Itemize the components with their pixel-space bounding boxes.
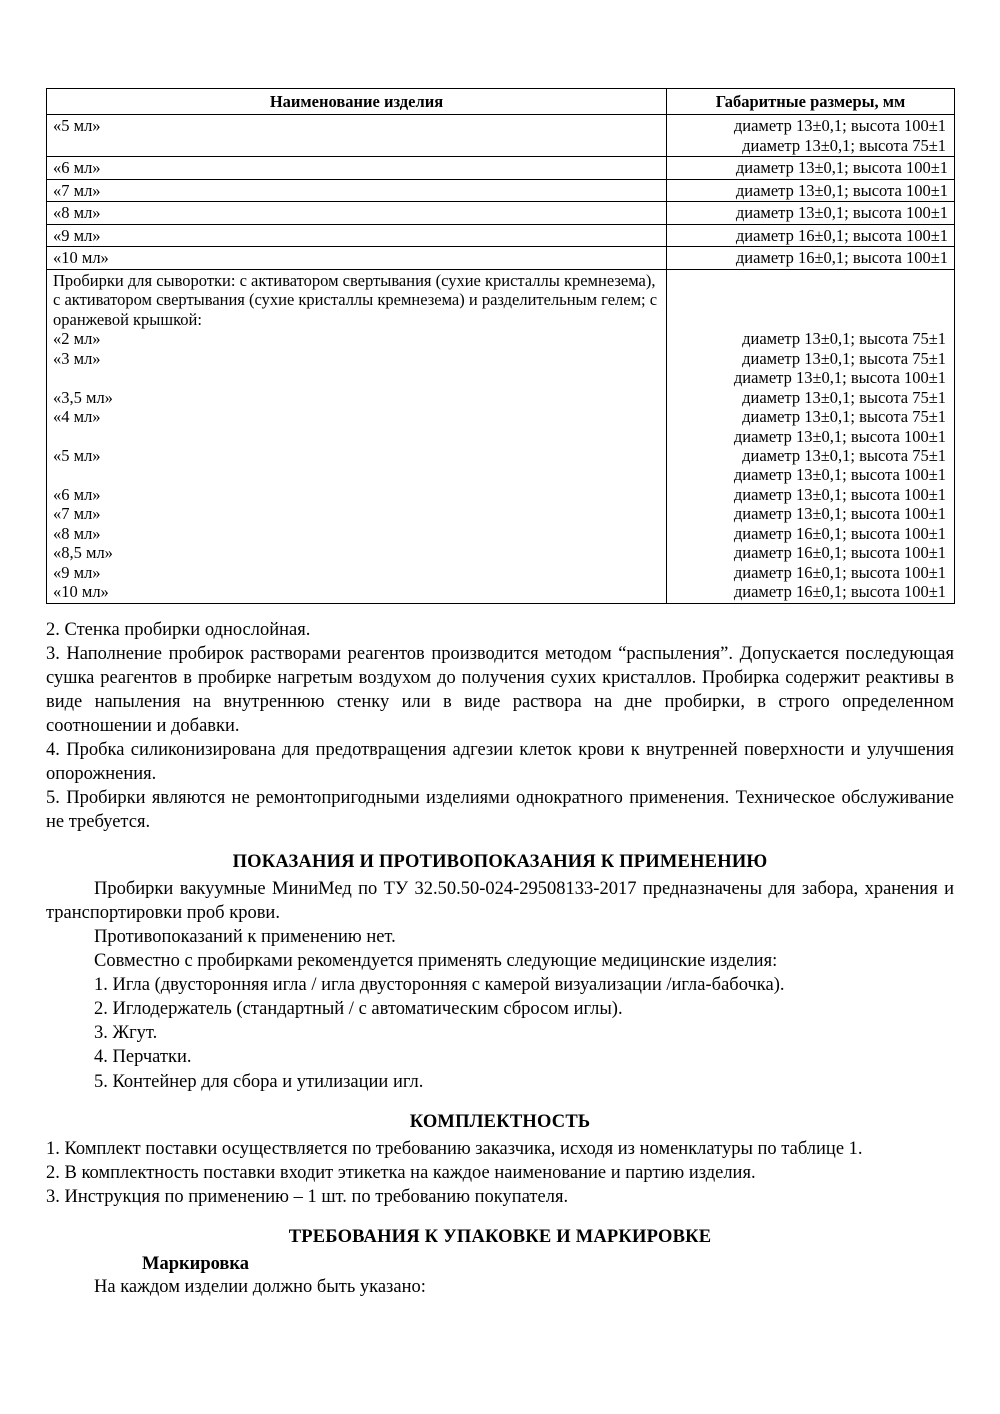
group-item-name: «6 мл» bbox=[53, 484, 101, 504]
cell-product-name: «10 мл» bbox=[47, 247, 667, 269]
dimension-spacer bbox=[673, 310, 948, 329]
completeness-list-item: 3. Инструкция по применению – 1 шт. по требованию покупателя. bbox=[46, 1186, 569, 1207]
specification-table bbox=[46, 88, 955, 604]
group-item-name: «10 мл» bbox=[53, 582, 109, 602]
cell-product-name: «7 мл» bbox=[47, 179, 667, 201]
dimension-line: диаметр 16±0,1; высота 100±1 bbox=[733, 543, 946, 563]
dimension-line: диаметр 16±0,1; высота 100±1 bbox=[733, 562, 946, 582]
group-item-name: «8,5 мл» bbox=[53, 543, 113, 563]
paragraph-3: 3. Наполнение пробирок растворами реагентов производится методом “распыления”. Допускается последующая сушка реагентов в пробирке нагретым воздухом до получения сухих кристаллов. Пробирка содержит реактивы в виде напыления на внутреннюю стенку или в виде раствора на дне пробирки, в строго определенном соотношении и добавки. bbox=[46, 643, 954, 736]
group-item-spacer bbox=[53, 427, 660, 446]
indications-list-item: 5. Контейнер для сбора и утилизации игл. bbox=[94, 1071, 424, 1092]
dimension-line: диаметр 13±0,1; высота 75±1 bbox=[742, 348, 946, 368]
dimension-line: диаметр 13±0,1; высота 75±1 bbox=[742, 329, 946, 349]
completeness-list-item: 1. Комплект поставки осуществляется по требованию заказчика, исходя из номенклатуры по таблице 1. bbox=[46, 1138, 863, 1159]
table-row bbox=[47, 247, 955, 269]
heading-indications: ПОКАЗАНИЯ И ПРОТИВОПОКАЗАНИЯ К ПРИМЕНЕНИЮ bbox=[232, 852, 768, 873]
indications-list-item: 4. Перчатки. bbox=[94, 1047, 192, 1068]
cell-dimensions: диаметр 16±0,1; высота 100±1 bbox=[667, 247, 955, 269]
table-header-row bbox=[47, 89, 955, 115]
indications-paragraph-3: Совместно с пробирками рекомендуется применять следующие медицинские изделия: bbox=[94, 951, 778, 972]
heading-packaging: ТРЕБОВАНИЯ К УПАКОВКЕ И МАРКИРОВКЕ bbox=[288, 1226, 712, 1247]
group-item-name: «3,5 мл» bbox=[53, 387, 113, 407]
group-item-name: «2 мл» bbox=[53, 329, 101, 349]
dimension-line: диаметр 13±0,1; высота 100±1 bbox=[733, 426, 946, 446]
group-item-name: «7 мл» bbox=[53, 504, 101, 524]
group-item-spacer bbox=[53, 368, 660, 387]
dimension-line: диаметр 13±0,1; высота 75±1 bbox=[742, 387, 946, 407]
dimension-line: диаметр 13±0,1; высота 100±1 bbox=[733, 368, 946, 388]
dimension-line: диаметр 13±0,1; высота 100±1 bbox=[733, 504, 946, 524]
dimension-line: диаметр 16±0,1; высота 100±1 bbox=[733, 523, 946, 543]
cell-group-names bbox=[47, 269, 667, 603]
cell-dimensions bbox=[667, 115, 955, 157]
dimension-line: диаметр 13±0,1; высота 75±1 bbox=[742, 445, 946, 465]
paragraph-2: 2. Стенка пробирки однослойная. bbox=[46, 619, 311, 640]
cell-product-name: «9 мл» bbox=[47, 224, 667, 246]
indications-paragraph-2: Противопоказаний к применению нет. bbox=[94, 927, 396, 948]
cell-dimensions: диаметр 13±0,1; высота 100±1 bbox=[667, 179, 955, 201]
group-item-name: «4 мл» bbox=[53, 407, 101, 427]
table-row bbox=[47, 202, 955, 224]
paragraph-5: 5. Пробирки являются не ремонтопригодными изделиями однократного применения. Техническое обслуживание не требуется. bbox=[46, 788, 954, 833]
group-intro-text: Пробирки для сыворотки: с активатором свертывания (сухие кристаллы кремнезема), с активатором свертывания (сухие кристаллы кремнезема) и разделительным гелем; с оранжевой крышкой: bbox=[53, 270, 658, 329]
cell-product-name: «5 мл» bbox=[47, 115, 667, 157]
dimension-line: диаметр 13±0,1; высота 75±1 bbox=[742, 407, 946, 427]
group-item-name: «8 мл» bbox=[53, 523, 101, 543]
heading-completeness: КОМПЛЕКТНОСТЬ bbox=[409, 1111, 591, 1132]
cell-product-name: «8 мл» bbox=[47, 202, 667, 224]
indications-paragraph-1: Пробирки вакуумные МиниМед по ТУ 32.50.50-024-29508133-2017 предназначены для забора, хранения и транспортировки проб крови. bbox=[46, 879, 954, 924]
subheading-marking: Маркировка bbox=[142, 1253, 250, 1274]
group-item-name: «5 мл» bbox=[53, 445, 101, 465]
table-row-group-serum bbox=[47, 269, 955, 603]
group-item-name: «3 мл» bbox=[53, 348, 101, 368]
column-header-name: Наименование изделия bbox=[47, 89, 667, 115]
table-row bbox=[47, 115, 955, 157]
packaging-paragraph-1: На каждом изделии должно быть указано: bbox=[94, 1276, 426, 1297]
dimension-line: диаметр 13±0,1; высота 100±1 bbox=[733, 116, 946, 136]
group-item-spacer bbox=[53, 465, 660, 484]
table-row bbox=[47, 157, 955, 179]
dimension-spacer bbox=[673, 290, 948, 309]
paragraph-4: 4. Пробка силиконизирована для предотвращения адгезии клеток крови к внутренней поверхности и улучшения опорожнения. bbox=[46, 739, 954, 784]
cell-dimensions: диаметр 13±0,1; высота 100±1 bbox=[667, 157, 955, 179]
dimension-line: диаметр 13±0,1; высота 100±1 bbox=[733, 465, 946, 485]
dimension-line: диаметр 13±0,1; высота 75±1 bbox=[742, 135, 946, 155]
group-item-name: «9 мл» bbox=[53, 562, 101, 582]
column-header-dimensions: Габаритные размеры, мм bbox=[667, 89, 955, 115]
dimension-line: диаметр 13±0,1; высота 100±1 bbox=[733, 484, 946, 504]
cell-dimensions: диаметр 13±0,1; высота 100±1 bbox=[667, 202, 955, 224]
table-row bbox=[47, 224, 955, 246]
cell-product-name: «6 мл» bbox=[47, 157, 667, 179]
completeness-list-item: 2. В комплектность поставки входит этикетка на каждое наименование и партию изделия. bbox=[46, 1162, 756, 1183]
indications-list-item: 3. Жгут. bbox=[94, 1023, 158, 1044]
indications-list-item: 2. Иглодержатель (стандартный / с автоматическим сбросом иглы). bbox=[94, 999, 623, 1020]
table-row bbox=[47, 179, 955, 201]
dimension-line: диаметр 16±0,1; высота 100±1 bbox=[733, 582, 946, 602]
dimension-spacer bbox=[673, 271, 948, 290]
cell-dimensions: диаметр 16±0,1; высота 100±1 bbox=[667, 224, 955, 246]
cell-group-dimensions bbox=[667, 269, 955, 603]
indications-list-item: 1. Игла (двусторонняя игла / игла двусторонняя с камерой визуализации /игла-бабочка). bbox=[94, 975, 785, 996]
